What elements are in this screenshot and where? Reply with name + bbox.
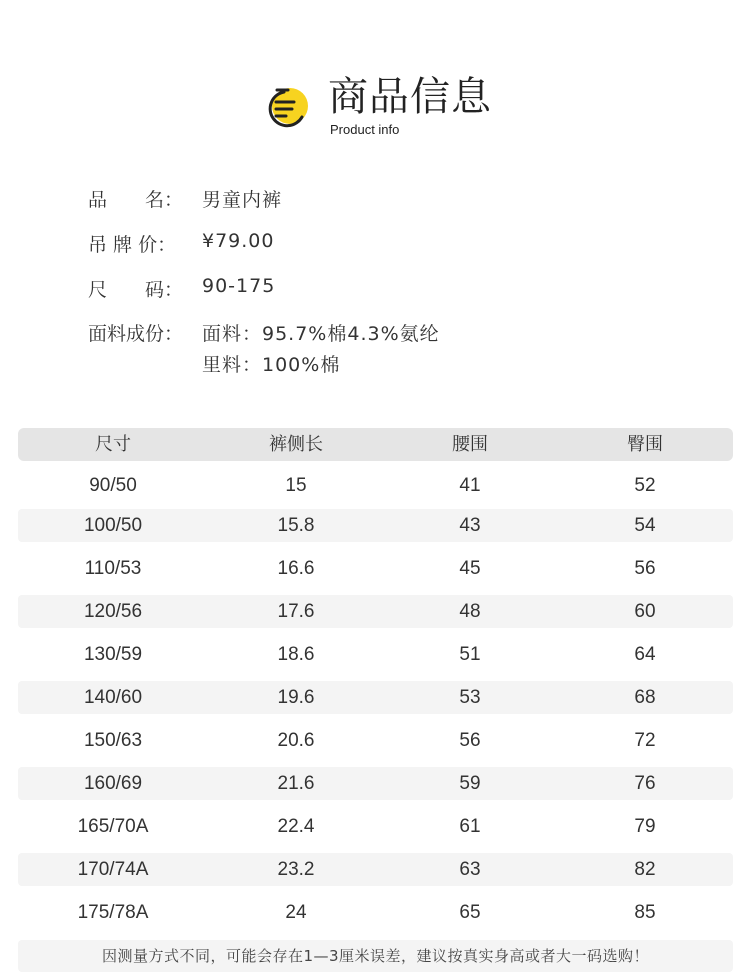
table-row — [18, 552, 733, 585]
table-cell: 76 — [634, 773, 656, 794]
table-cell: 15.8 — [277, 515, 315, 536]
table-cell: 170/74A — [77, 859, 149, 880]
table-cell: 140/60 — [83, 687, 143, 708]
table-cell: 90/50 — [89, 475, 137, 496]
info-value: 男童内裤 — [202, 189, 283, 211]
page-title: 商品信息 — [328, 74, 492, 120]
table-cell: 18.6 — [277, 644, 315, 665]
table-cell: 85 — [634, 902, 656, 923]
info-label: 面料成份： — [88, 323, 184, 345]
table-cell: 68 — [634, 687, 656, 708]
table-cell: 52 — [634, 475, 656, 496]
table-header — [18, 428, 733, 461]
table-cell: 48 — [459, 601, 481, 622]
info-value: 里料：100%棉 — [202, 354, 341, 376]
table-cell: 59 — [459, 773, 481, 794]
table-cell: 19.6 — [277, 687, 315, 708]
table-cell: 51 — [459, 644, 481, 665]
info-value: 面料：95.7%棉4.3%氨纶 — [202, 323, 440, 345]
table-cell: 60 — [634, 601, 656, 622]
table-cell: 17.6 — [277, 601, 315, 622]
table-cell: 65 — [459, 902, 481, 923]
table-cell: 45 — [459, 558, 481, 579]
table-cell: 100/50 — [83, 515, 143, 536]
table-cell: 79 — [634, 816, 656, 837]
info-label: 吊 牌 价： — [88, 234, 177, 256]
table-cell: 41 — [459, 475, 481, 496]
table-cell: 120/56 — [83, 601, 143, 622]
table-row — [18, 767, 733, 800]
table-cell: 43 — [459, 515, 481, 536]
table-cell: 110/53 — [84, 558, 142, 579]
title-block — [328, 72, 492, 138]
table-cell: 53 — [459, 687, 481, 708]
table-cell: 15 — [285, 475, 307, 496]
table-cell: 54 — [634, 515, 656, 536]
column-header: 裤侧长 — [269, 434, 323, 455]
table-cell: 56 — [634, 558, 656, 579]
info-label: 尺 码： — [88, 279, 184, 301]
table-row — [18, 681, 733, 714]
table-cell: 175/78A — [77, 902, 149, 923]
table-row — [18, 469, 733, 502]
table-cell: 22.4 — [277, 816, 315, 837]
table-row — [18, 853, 733, 886]
column-header: 腰围 — [452, 434, 488, 455]
table-row — [18, 595, 733, 628]
page-subtitle: Product info — [330, 122, 400, 137]
column-header: 臀围 — [627, 434, 663, 455]
document-lines-icon — [264, 86, 312, 130]
measurement-note: 因测量方式不同，可能会存在1—3厘米误差，建议按真实身高或者大一码选购！ — [18, 940, 733, 972]
table-cell: 21.6 — [277, 773, 315, 794]
table-cell: 63 — [459, 859, 481, 880]
table-cell: 82 — [634, 859, 656, 880]
table-cell: 150/63 — [83, 730, 143, 751]
table-cell: 130/59 — [83, 644, 143, 665]
table-row — [18, 724, 733, 757]
table-cell: 64 — [634, 644, 656, 665]
table-row — [18, 810, 733, 843]
table-cell: 24 — [285, 902, 307, 923]
section-header — [0, 72, 750, 142]
info-value: 90-175 — [202, 275, 276, 297]
column-header: 尺寸 — [95, 434, 131, 455]
table-cell: 23.2 — [277, 859, 315, 880]
table-row — [18, 896, 733, 929]
table-cell: 20.6 — [277, 730, 315, 751]
table-cell: 16.6 — [277, 558, 315, 579]
table-row — [18, 509, 733, 542]
table-cell: 72 — [634, 730, 656, 751]
table-cell: 56 — [459, 730, 481, 751]
table-cell: 61 — [459, 816, 481, 837]
info-value: ¥79.00 — [202, 230, 275, 252]
table-row — [18, 638, 733, 671]
table-cell: 160/69 — [83, 773, 143, 794]
info-label: 品 名： — [88, 189, 184, 211]
table-cell: 165/70A — [77, 816, 149, 837]
